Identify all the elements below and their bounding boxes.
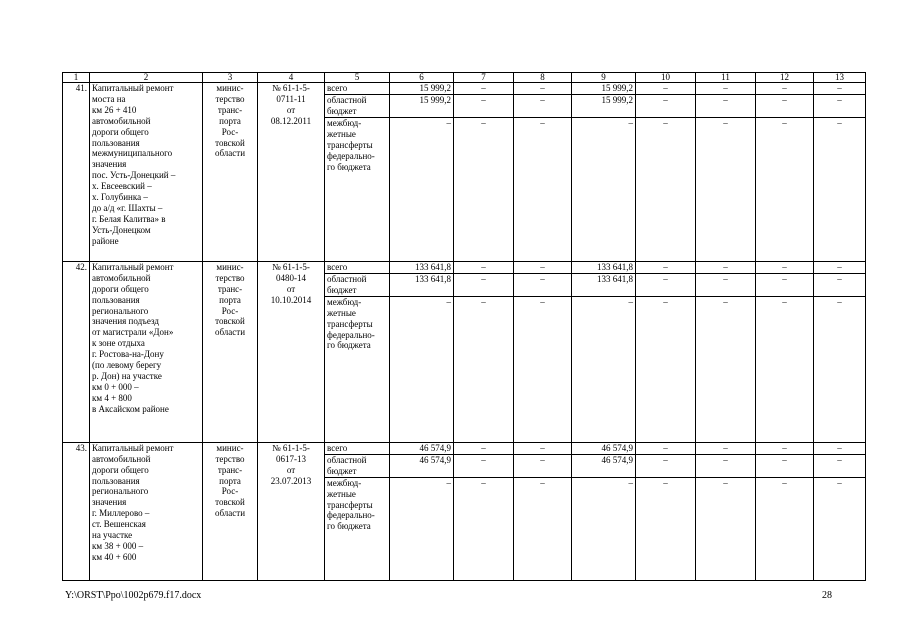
value-cell-c12: – xyxy=(756,83,814,95)
value-cell-c10: – xyxy=(636,261,696,273)
row-number: 41. xyxy=(63,83,90,262)
value-cell-c12: – xyxy=(756,477,814,580)
column-number: 4 xyxy=(258,73,325,83)
value-cell-c12: – xyxy=(756,454,814,477)
object-name: Капитальный ремонт моста на км 26 + 410 автомобильной дороги общего пользования межмуниципального значения пос. Усть-Донецкий – х. Евсеевский – х. Голубинка – до а/д «г. Шахты – г. Белая Калитва» в Усть-Донецком районе xyxy=(90,83,203,262)
value-cell-c11: – xyxy=(696,442,756,454)
funding-source: областной бюджет xyxy=(325,454,390,477)
column-number: 3 xyxy=(203,73,258,83)
column-number-row xyxy=(63,73,866,83)
value-cell-c7: – xyxy=(454,273,514,296)
funding-source: межбюд- жетные трансферты федерально- го бюджета xyxy=(325,296,390,442)
value-cell-c8: – xyxy=(514,273,572,296)
customer-name: минис- терство транс- порта Рос- товской области xyxy=(203,83,258,262)
value-cell-c13: – xyxy=(814,83,866,95)
value-cell-c13: – xyxy=(814,477,866,580)
value-cell-c11: – xyxy=(696,117,756,261)
value-cell-c6: 15 999,2 xyxy=(390,94,454,117)
value-cell-c6: – xyxy=(390,296,454,442)
value-cell-c6: 46 574,9 xyxy=(390,442,454,454)
value-cell-c7: – xyxy=(454,296,514,442)
column-number: 9 xyxy=(572,73,636,83)
value-cell-c9: 133 641,8 xyxy=(572,261,636,273)
footer-file-path: Y:\ORST\Ppo\1002p679.f17.docx xyxy=(65,590,202,601)
value-cell-c9: 15 999,2 xyxy=(572,83,636,95)
value-cell-c9: 46 574,9 xyxy=(572,442,636,454)
value-cell-c12: – xyxy=(756,296,814,442)
value-cell-c10: – xyxy=(636,94,696,117)
document-reference: № 61-1-5- 0711-11 от 08.12.2011 xyxy=(258,83,325,262)
value-cell-c13: – xyxy=(814,94,866,117)
value-cell-c8: – xyxy=(514,442,572,454)
value-cell-c11: – xyxy=(696,477,756,580)
value-cell-c11: – xyxy=(696,94,756,117)
funding-source: межбюд- жетные трансферты федерально- го бюджета xyxy=(325,117,390,261)
value-cell-c8: – xyxy=(514,477,572,580)
value-cell-c10: – xyxy=(636,117,696,261)
value-cell-c6: 15 999,2 xyxy=(390,83,454,95)
value-cell-c13: – xyxy=(814,117,866,261)
data-table xyxy=(62,72,866,581)
value-cell-c7: – xyxy=(454,261,514,273)
value-cell-c13: – xyxy=(814,454,866,477)
object-name: Капитальный ремонт автомобильной дороги общего пользования регионального значения г. Миллерово – ст. Вешенская на участке км 38 + 000 – км 40 + 600 xyxy=(90,442,203,580)
value-cell-c8: – xyxy=(514,117,572,261)
funding-source: областной бюджет xyxy=(325,273,390,296)
value-cell-c9: – xyxy=(572,117,636,261)
value-cell-c8: – xyxy=(514,83,572,95)
value-cell-c11: – xyxy=(696,454,756,477)
table-row xyxy=(63,83,866,95)
row-number: 43. xyxy=(63,442,90,580)
value-cell-c7: – xyxy=(454,83,514,95)
funding-source: областной бюджет xyxy=(325,94,390,117)
value-cell-c10: – xyxy=(636,273,696,296)
value-cell-c11: – xyxy=(696,296,756,442)
value-cell-c8: – xyxy=(514,261,572,273)
customer-name: минис- терство транс- порта Рос- товской области xyxy=(203,442,258,580)
column-number: 8 xyxy=(514,73,572,83)
funding-source: всего xyxy=(325,261,390,273)
column-number: 7 xyxy=(454,73,514,83)
value-cell-c13: – xyxy=(814,442,866,454)
column-number: 2 xyxy=(90,73,203,83)
value-cell-c11: – xyxy=(696,273,756,296)
value-cell-c10: – xyxy=(636,442,696,454)
value-cell-c12: – xyxy=(756,273,814,296)
customer-name: минис- терство транс- порта Рос- товской области xyxy=(203,261,258,442)
value-cell-c10: – xyxy=(636,477,696,580)
value-cell-c13: – xyxy=(814,261,866,273)
value-cell-c8: – xyxy=(514,94,572,117)
value-cell-c7: – xyxy=(454,117,514,261)
value-cell-c12: – xyxy=(756,261,814,273)
value-cell-c9: 46 574,9 xyxy=(572,454,636,477)
value-cell-c8: – xyxy=(514,296,572,442)
column-number: 1 xyxy=(63,73,90,83)
value-cell-c6: 133 641,8 xyxy=(390,273,454,296)
value-cell-c12: – xyxy=(756,117,814,261)
value-cell-c7: – xyxy=(454,94,514,117)
value-cell-c13: – xyxy=(814,296,866,442)
column-number: 11 xyxy=(696,73,756,83)
column-number: 5 xyxy=(325,73,390,83)
footer-page-number: 28 xyxy=(822,590,832,601)
document-reference: № 61-1-5- 0480-14 от 10.10.2014 xyxy=(258,261,325,442)
column-number: 6 xyxy=(390,73,454,83)
funding-source: межбюд- жетные трансферты федерально- го бюджета xyxy=(325,477,390,580)
value-cell-c7: – xyxy=(454,442,514,454)
value-cell-c10: – xyxy=(636,83,696,95)
value-cell-c10: – xyxy=(636,296,696,442)
column-number: 13 xyxy=(814,73,866,83)
value-cell-c8: – xyxy=(514,454,572,477)
value-cell-c6: 133 641,8 xyxy=(390,261,454,273)
value-cell-c12: – xyxy=(756,442,814,454)
funding-source: всего xyxy=(325,442,390,454)
funding-source: всего xyxy=(325,83,390,95)
table-row xyxy=(63,261,866,273)
value-cell-c9: 133 641,8 xyxy=(572,273,636,296)
value-cell-c6: – xyxy=(390,477,454,580)
value-cell-c11: – xyxy=(696,83,756,95)
value-cell-c13: – xyxy=(814,273,866,296)
column-number: 12 xyxy=(756,73,814,83)
value-cell-c6: 46 574,9 xyxy=(390,454,454,477)
object-name: Капитальный ремонт автомобильной дороги общего пользования регионального значения подъезд от магистрали «Дон» к зоне отдыха г. Ростова-на-Дону (по левому берегу р. Дон) на участке км 0 + 000 – км 4 + 800 в Аксайском районе xyxy=(90,261,203,442)
value-cell-c6: – xyxy=(390,117,454,261)
value-cell-c7: – xyxy=(454,454,514,477)
value-cell-c10: – xyxy=(636,454,696,477)
value-cell-c12: – xyxy=(756,94,814,117)
value-cell-c9: – xyxy=(572,477,636,580)
value-cell-c9: – xyxy=(572,296,636,442)
value-cell-c11: – xyxy=(696,261,756,273)
row-number: 42. xyxy=(63,261,90,442)
document-reference: № 61-1-5- 0617-13 от 23.07.2013 xyxy=(258,442,325,580)
value-cell-c9: 15 999,2 xyxy=(572,94,636,117)
column-number: 10 xyxy=(636,73,696,83)
value-cell-c7: – xyxy=(454,477,514,580)
table-row xyxy=(63,442,866,454)
